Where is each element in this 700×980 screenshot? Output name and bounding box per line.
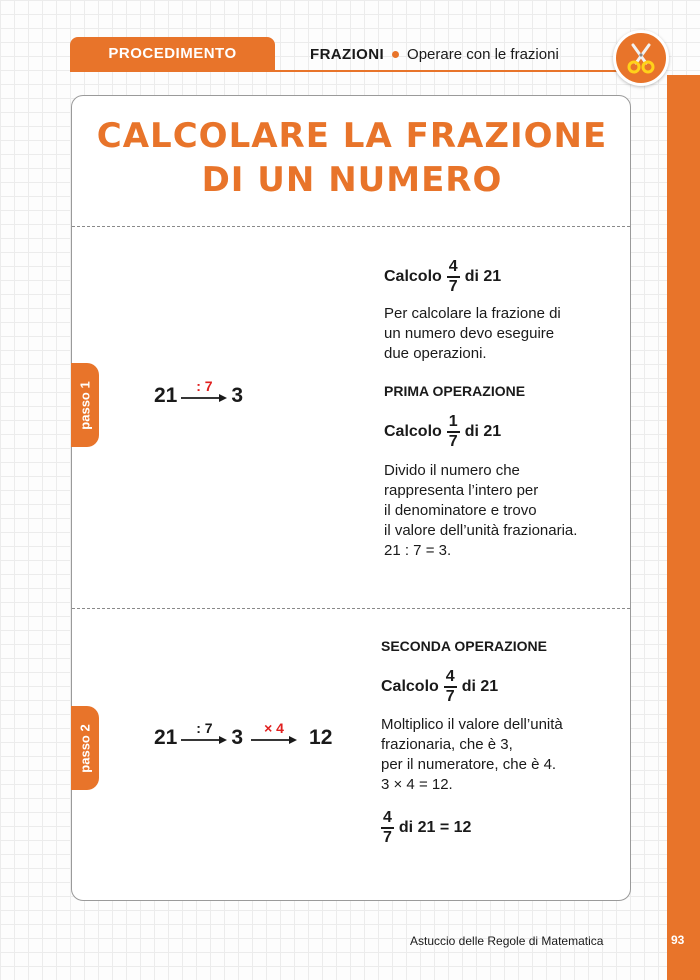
fraction-num: 4 (447, 258, 460, 278)
calc-mid: 3 (231, 726, 244, 749)
heading-suffix: di 21 (461, 678, 499, 695)
body-line: 21 : 7 = 3. (384, 542, 452, 559)
arrow-right-icon (181, 736, 227, 744)
scissors-icon (613, 30, 669, 86)
calc-result: 3 (231, 384, 244, 407)
fraction (381, 809, 394, 847)
header-rule (70, 70, 618, 72)
arrow-right-icon (251, 736, 297, 744)
fraction (447, 258, 460, 296)
fraction-den: 7 (445, 688, 455, 705)
calc-start: 21 (154, 726, 178, 749)
step-1-intro (384, 304, 624, 364)
step-1-tab-label: passo 1 (77, 380, 93, 430)
arrow-right-icon (181, 394, 227, 402)
step-2-tab (71, 706, 99, 790)
division-arrow (181, 378, 227, 402)
body-line: Divido il numero che (384, 462, 520, 479)
page-title (72, 114, 632, 202)
arrow-op-label: : 7 (196, 378, 213, 394)
body-line: il valore dell’unità frazionaria. (384, 522, 578, 539)
topic-label: FRAZIONI (310, 45, 385, 63)
operation-title: SECONDA OPERAZIONE (381, 638, 547, 654)
book-title: Astuccio delle Regole di Matematica (410, 934, 604, 948)
fraction (447, 413, 460, 451)
step-2-calc (154, 720, 333, 750)
heading-suffix: di 21 (464, 423, 502, 440)
body-line: per il numeratore, che è 4. (381, 756, 557, 773)
calc-result: 12 (309, 726, 333, 749)
fraction-num: 4 (444, 668, 457, 688)
result-suffix: di 21 = 12 (398, 819, 472, 836)
fraction (444, 668, 457, 706)
fraction-num: 1 (447, 413, 460, 433)
subtopic-label: Operare con le frazioni (407, 45, 559, 63)
step-1-text (384, 258, 624, 561)
step-2-tab-label: passo 2 (77, 723, 93, 773)
step-1-calc (154, 378, 244, 408)
step-1-body (384, 461, 624, 561)
step-1-sub-heading (384, 413, 624, 451)
body-line: il denominatore e trovo (384, 502, 537, 519)
header-breadcrumb (310, 42, 559, 66)
intro-line: un numero devo eseguire (384, 325, 555, 342)
body-line: frazionaria, che è 3, (381, 736, 513, 753)
body-line: rappresenta l’intero per (384, 482, 539, 499)
bullet-dot (392, 51, 399, 58)
intro-line: due operazioni. (384, 345, 487, 362)
side-band (667, 75, 700, 980)
heading-suffix: di 21 (464, 268, 502, 285)
arrow-op-label: : 7 (196, 720, 213, 736)
body-line: 3 × 4 = 12. (381, 776, 453, 793)
operation-title: PRIMA OPERAZIONE (384, 383, 526, 399)
heading-prefix: Calcolo (384, 423, 442, 440)
title-line-1: CALCOLARE LA FRAZIONE (96, 116, 608, 156)
title-line-2: DI UN NUMERO (201, 160, 503, 200)
step-2-result (381, 809, 626, 847)
page-number: 93 (671, 933, 685, 947)
fraction-den: 7 (383, 829, 392, 846)
section-tag-label: PROCEDIMENTO (108, 45, 237, 62)
calc-start: 21 (154, 384, 178, 407)
step-2-text (381, 636, 626, 847)
divider-2 (72, 608, 630, 609)
step-2-heading (381, 668, 626, 706)
section-tag (70, 37, 275, 70)
heading-prefix: Calcolo (381, 678, 439, 695)
fraction-num: 4 (381, 809, 394, 829)
arrow-op-label: × 4 (264, 720, 284, 736)
divider-1 (72, 226, 630, 227)
step-2-body (381, 715, 626, 795)
step-1-heading (384, 258, 624, 296)
fraction-den: 7 (448, 278, 458, 295)
body-line: Moltiplico il valore dell’unità (381, 716, 563, 733)
step-1-tab (71, 363, 99, 447)
multiplication-arrow (251, 720, 297, 744)
division-arrow (181, 720, 227, 744)
fraction-den: 7 (448, 433, 458, 450)
rule-card (71, 95, 631, 901)
heading-prefix: Calcolo (384, 268, 442, 285)
intro-line: Per calcolare la frazione di (384, 305, 561, 322)
